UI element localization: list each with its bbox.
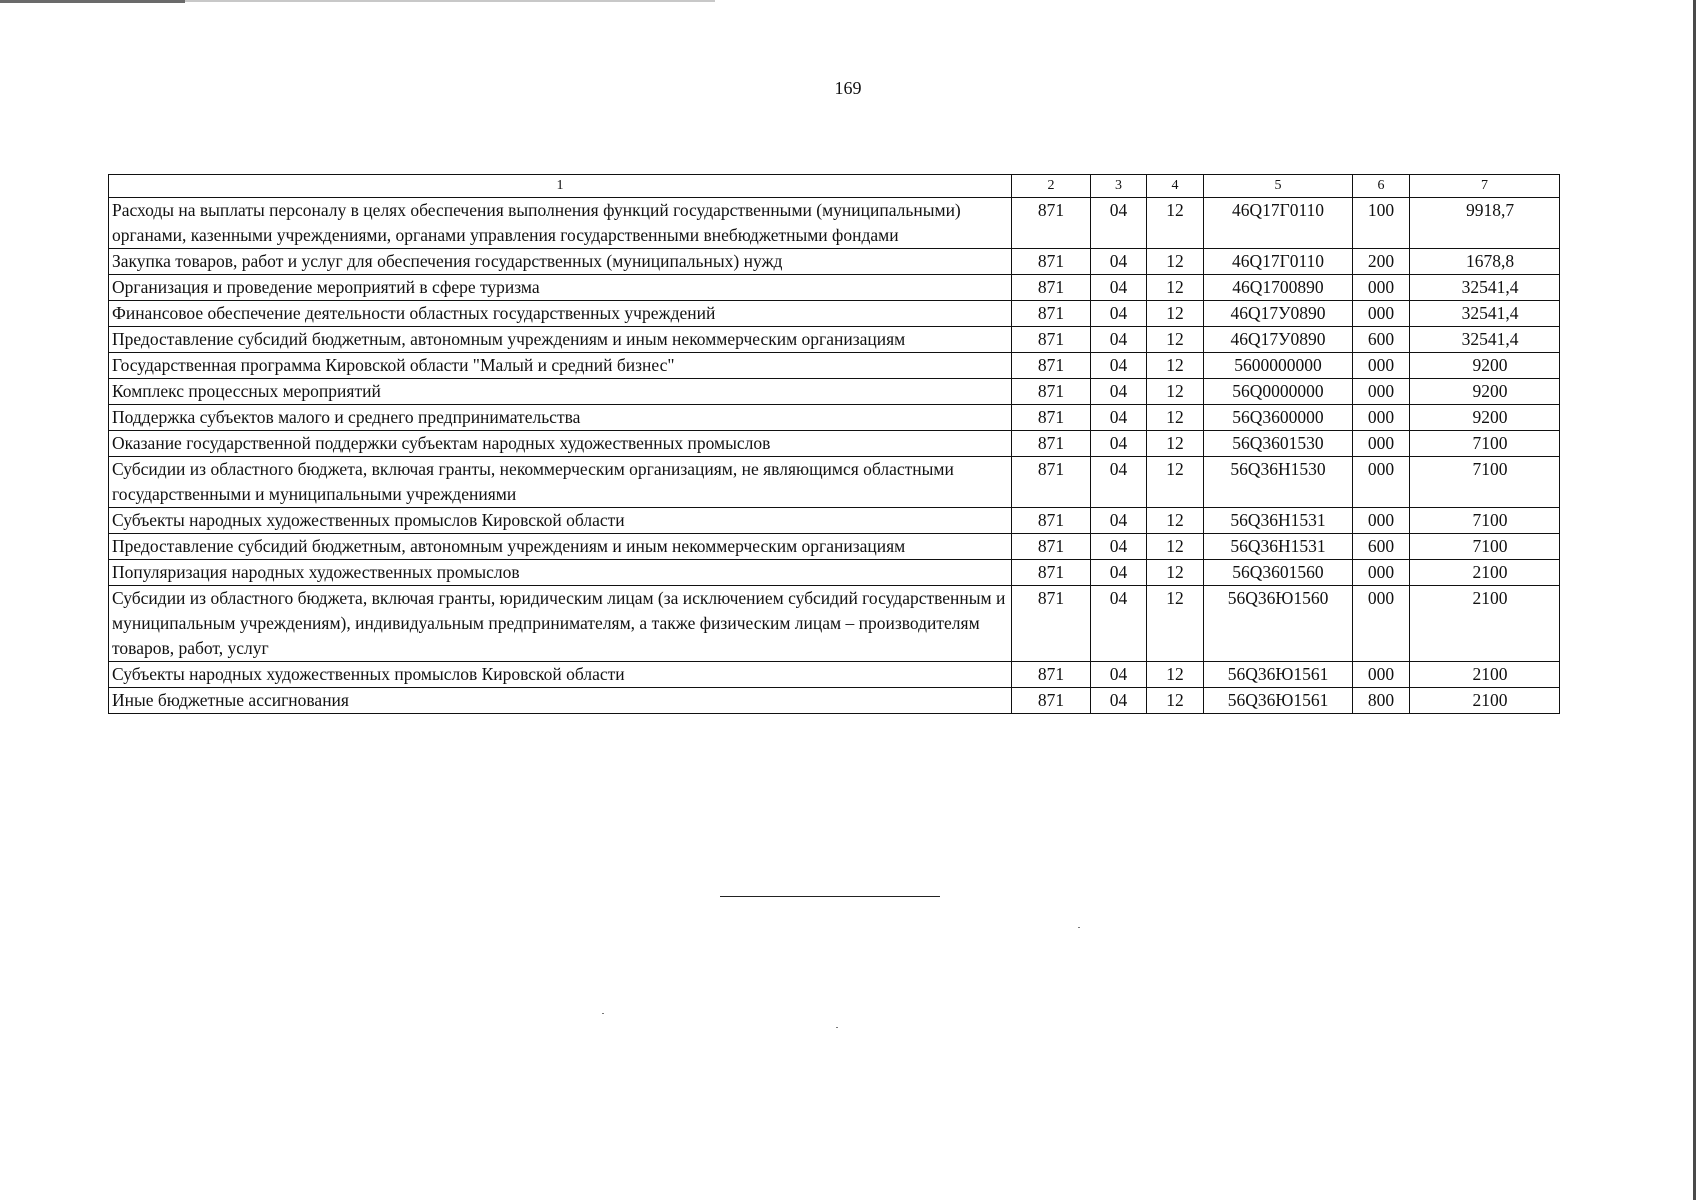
row-name: Предоставление субсидий бюджетным, автономным учреждениям и иным некоммерческим организациям — [109, 534, 1012, 560]
cell-ministry-code: 871 — [1012, 327, 1091, 353]
cell-target-article: 46Q17Г0110 — [1204, 249, 1353, 275]
table-row — [109, 327, 1560, 353]
cell-subsection-code: 12 — [1147, 275, 1204, 301]
row-name: Комплекс процессных мероприятий — [109, 379, 1012, 405]
cell-section-code: 04 — [1091, 508, 1147, 534]
cell-expense-type: 000 — [1353, 431, 1410, 457]
cell-ministry-code: 871 — [1012, 508, 1091, 534]
cell-ministry-code: 871 — [1012, 379, 1091, 405]
column-number-row — [109, 175, 1560, 198]
cell-section-code: 04 — [1091, 353, 1147, 379]
cell-section-code: 04 — [1091, 457, 1147, 508]
column-number: 3 — [1091, 175, 1147, 198]
cell-amount: 32541,4 — [1410, 301, 1560, 327]
scan-speck — [602, 1013, 604, 1014]
cell-amount: 2100 — [1410, 662, 1560, 688]
cell-amount: 9200 — [1410, 353, 1560, 379]
cell-target-article: 56Q3601560 — [1204, 560, 1353, 586]
cell-expense-type: 000 — [1353, 508, 1410, 534]
cell-subsection-code: 12 — [1147, 662, 1204, 688]
cell-expense-type: 000 — [1353, 457, 1410, 508]
row-name: Государственная программа Кировской области "Малый и средний бизнес" — [109, 353, 1012, 379]
cell-expense-type: 100 — [1353, 198, 1410, 249]
cell-target-article: 46Q1700890 — [1204, 275, 1353, 301]
cell-amount: 32541,4 — [1410, 275, 1560, 301]
cell-subsection-code: 12 — [1147, 688, 1204, 714]
cell-section-code: 04 — [1091, 405, 1147, 431]
cell-subsection-code: 12 — [1147, 586, 1204, 662]
cell-target-article: 56Q36Ю1560 — [1204, 586, 1353, 662]
row-name: Популяризация народных художественных промыслов — [109, 560, 1012, 586]
row-name: Поддержка субъектов малого и среднего предпринимательства — [109, 405, 1012, 431]
cell-subsection-code: 12 — [1147, 405, 1204, 431]
cell-expense-type: 000 — [1353, 353, 1410, 379]
cell-target-article: 56Q3600000 — [1204, 405, 1353, 431]
cell-amount: 9200 — [1410, 379, 1560, 405]
cell-ministry-code: 871 — [1012, 198, 1091, 249]
row-name: Организация и проведение мероприятий в сфере туризма — [109, 275, 1012, 301]
cell-subsection-code: 12 — [1147, 457, 1204, 508]
cell-amount: 9918,7 — [1410, 198, 1560, 249]
table-row — [109, 249, 1560, 275]
cell-subsection-code: 12 — [1147, 327, 1204, 353]
table-row — [109, 586, 1560, 662]
column-number: 5 — [1204, 175, 1353, 198]
page-number: 169 — [834, 78, 862, 98]
cell-expense-type: 000 — [1353, 405, 1410, 431]
cell-target-article: 5600000000 — [1204, 353, 1353, 379]
cell-expense-type: 000 — [1353, 560, 1410, 586]
row-name: Закупка товаров, работ и услуг для обеспечения государственных (муниципальных) нужд — [109, 249, 1012, 275]
column-number: 6 — [1353, 175, 1410, 198]
cell-subsection-code: 12 — [1147, 198, 1204, 249]
cell-expense-type: 600 — [1353, 534, 1410, 560]
table-row — [109, 534, 1560, 560]
row-name: Иные бюджетные ассигнования — [109, 688, 1012, 714]
cell-ministry-code: 871 — [1012, 534, 1091, 560]
scan-speck — [836, 1027, 838, 1028]
cell-ministry-code: 871 — [1012, 275, 1091, 301]
scan-edge-top-dark — [0, 0, 185, 3]
cell-section-code: 04 — [1091, 379, 1147, 405]
cell-ministry-code: 871 — [1012, 662, 1091, 688]
column-number: 4 — [1147, 175, 1204, 198]
cell-section-code: 04 — [1091, 327, 1147, 353]
row-name: Субъекты народных художественных промыслов Кировской области — [109, 508, 1012, 534]
table-row — [109, 405, 1560, 431]
row-name: Расходы на выплаты персоналу в целях обеспечения выполнения функций государственными (муниципальными) органами, казенными учреждениями, органами управления государственными внебюджетными фондами — [109, 198, 1012, 249]
table-row — [109, 560, 1560, 586]
cell-section-code: 04 — [1091, 249, 1147, 275]
cell-target-article: 56Q36Н1531 — [1204, 508, 1353, 534]
cell-section-code: 04 — [1091, 688, 1147, 714]
cell-target-article: 56Q36Н1530 — [1204, 457, 1353, 508]
cell-amount: 7100 — [1410, 508, 1560, 534]
table-row — [109, 198, 1560, 249]
cell-ministry-code: 871 — [1012, 457, 1091, 508]
cell-target-article: 46Q17У0890 — [1204, 327, 1353, 353]
cell-target-article: 46Q17Г0110 — [1204, 198, 1353, 249]
cell-target-article: 56Q36Ю1561 — [1204, 688, 1353, 714]
footer-rule — [720, 896, 940, 897]
scan-speck — [1078, 927, 1080, 928]
table-row — [109, 353, 1560, 379]
table-row — [109, 662, 1560, 688]
table-row — [109, 379, 1560, 405]
cell-section-code: 04 — [1091, 275, 1147, 301]
cell-ministry-code: 871 — [1012, 405, 1091, 431]
row-name: Субсидии из областного бюджета, включая гранты, юридическим лицам (за исключением субсидий государственным и муниципальным учреждениям), индивидуальным предпринимателям, а также физическим лицам – производителям товаров, работ, услуг — [109, 586, 1012, 662]
cell-expense-type: 000 — [1353, 586, 1410, 662]
cell-section-code: 04 — [1091, 534, 1147, 560]
cell-expense-type: 800 — [1353, 688, 1410, 714]
cell-target-article: 46Q17У0890 — [1204, 301, 1353, 327]
cell-ministry-code: 871 — [1012, 353, 1091, 379]
cell-target-article: 56Q36Ю1561 — [1204, 662, 1353, 688]
table-row — [109, 275, 1560, 301]
cell-subsection-code: 12 — [1147, 508, 1204, 534]
cell-subsection-code: 12 — [1147, 560, 1204, 586]
cell-amount: 2100 — [1410, 560, 1560, 586]
cell-ministry-code: 871 — [1012, 249, 1091, 275]
cell-section-code: 04 — [1091, 301, 1147, 327]
column-number: 2 — [1012, 175, 1091, 198]
cell-expense-type: 000 — [1353, 379, 1410, 405]
column-number: 7 — [1410, 175, 1560, 198]
cell-subsection-code: 12 — [1147, 353, 1204, 379]
cell-expense-type: 000 — [1353, 301, 1410, 327]
table-row — [109, 457, 1560, 508]
row-name: Предоставление субсидий бюджетным, автономным учреждениям и иным некоммерческим организациям — [109, 327, 1012, 353]
cell-amount: 32541,4 — [1410, 327, 1560, 353]
cell-ministry-code: 871 — [1012, 301, 1091, 327]
cell-expense-type: 000 — [1353, 275, 1410, 301]
cell-target-article: 56Q0000000 — [1204, 379, 1353, 405]
cell-amount: 2100 — [1410, 688, 1560, 714]
cell-ministry-code: 871 — [1012, 688, 1091, 714]
column-number: 1 — [109, 175, 1012, 198]
cell-amount: 7100 — [1410, 431, 1560, 457]
cell-expense-type: 000 — [1353, 662, 1410, 688]
cell-amount: 1678,8 — [1410, 249, 1560, 275]
cell-target-article: 56Q36Н1531 — [1204, 534, 1353, 560]
cell-target-article: 56Q3601530 — [1204, 431, 1353, 457]
budget-table — [108, 174, 1560, 714]
table-row — [109, 508, 1560, 534]
cell-subsection-code: 12 — [1147, 534, 1204, 560]
cell-amount: 7100 — [1410, 534, 1560, 560]
cell-ministry-code: 871 — [1012, 431, 1091, 457]
cell-expense-type: 200 — [1353, 249, 1410, 275]
row-name: Субъекты народных художественных промыслов Кировской области — [109, 662, 1012, 688]
cell-subsection-code: 12 — [1147, 249, 1204, 275]
cell-ministry-code: 871 — [1012, 560, 1091, 586]
cell-section-code: 04 — [1091, 198, 1147, 249]
table-row — [109, 431, 1560, 457]
cell-section-code: 04 — [1091, 431, 1147, 457]
row-name: Субсидии из областного бюджета, включая гранты, некоммерческим организациям, не являющимся областными государственными и муниципальными учреждениями — [109, 457, 1012, 508]
table-row — [109, 301, 1560, 327]
cell-subsection-code: 12 — [1147, 379, 1204, 405]
row-name: Оказание государственной поддержки субъектам народных художественных промыслов — [109, 431, 1012, 457]
cell-amount: 9200 — [1410, 405, 1560, 431]
cell-amount: 2100 — [1410, 586, 1560, 662]
row-name: Финансовое обеспечение деятельности областных государственных учреждений — [109, 301, 1012, 327]
cell-amount: 7100 — [1410, 457, 1560, 508]
cell-subsection-code: 12 — [1147, 431, 1204, 457]
cell-section-code: 04 — [1091, 662, 1147, 688]
cell-section-code: 04 — [1091, 586, 1147, 662]
table-row — [109, 688, 1560, 714]
cell-ministry-code: 871 — [1012, 586, 1091, 662]
cell-subsection-code: 12 — [1147, 301, 1204, 327]
cell-section-code: 04 — [1091, 560, 1147, 586]
cell-expense-type: 600 — [1353, 327, 1410, 353]
